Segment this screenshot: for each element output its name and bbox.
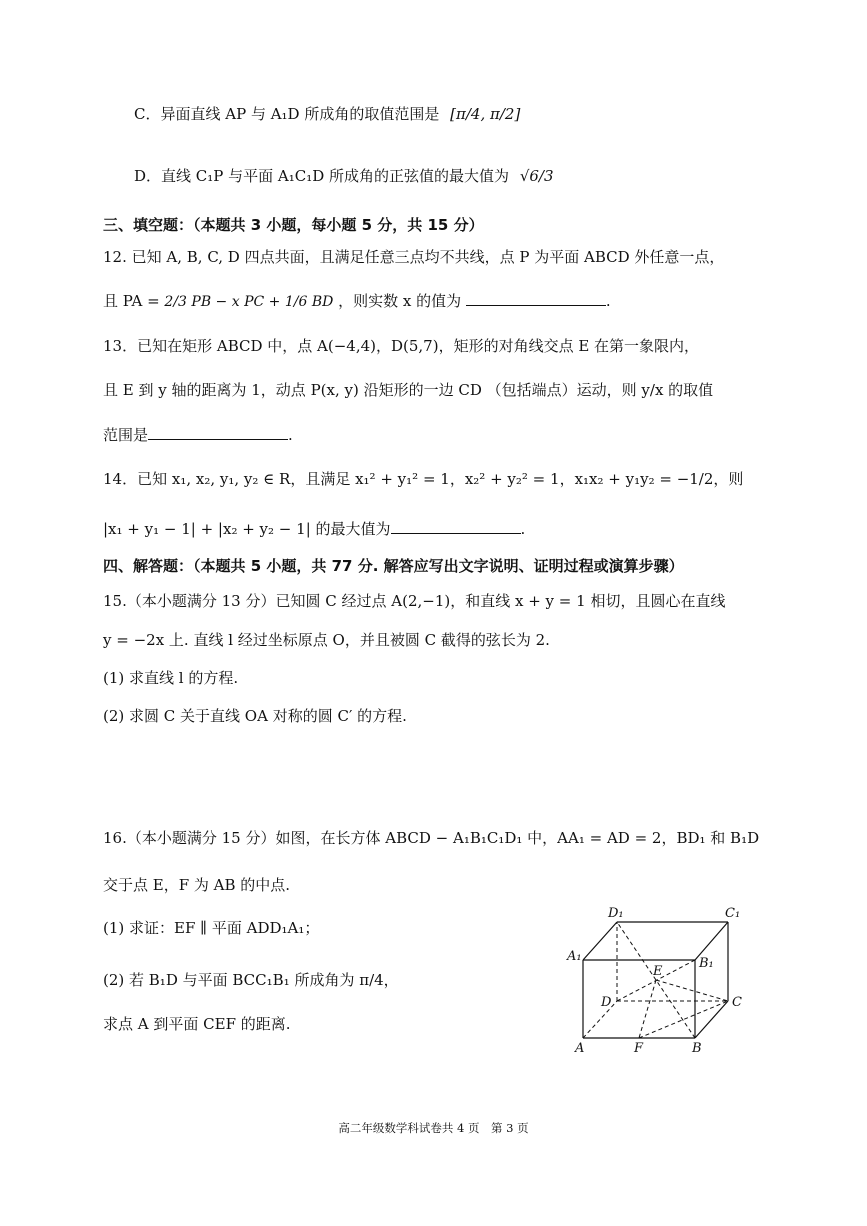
cuboid-figure <box>565 905 765 1055</box>
q12-suffix: ，则实数 x 的值为 <box>338 292 462 310</box>
edge-b-c <box>695 1001 728 1038</box>
section3-heading: 三、填空题：（本题共 3 小题，每小题 5 分，共 15 分） <box>103 216 484 234</box>
segment-e-f <box>639 980 656 1038</box>
q12-answer-blank[interactable] <box>466 291 606 306</box>
q12-prefix: 且 PA = <box>103 292 165 310</box>
q11-option-d-value: √6/3 <box>519 167 554 185</box>
q14-line1: 14．已知 x₁, x₂, y₁, y₂ ∈ R，且满足 x₁² + y₁² = 1，x₂² + y₂² = 1，x₁x₂ + y₁y₂ = −1/2，则 <box>103 470 744 488</box>
q13-line3-text: 范围是 <box>103 426 149 444</box>
q14-line2-text: |x₁ + y₁ − 1| + |x₂ + y₂ − 1| 的最大值为 <box>103 520 391 538</box>
q11-option-c-text: C．异面直线 AP 与 A₁D 所成角的取值范围是 <box>134 105 440 123</box>
edge-a1-d1 <box>583 922 617 960</box>
segment-f-c <box>639 1001 728 1038</box>
q15-part2: (2) 求圆 C 关于直线 OA 对称的圆 C′ 的方程. <box>103 707 407 725</box>
label-c1: C₁ <box>725 906 741 921</box>
q15-line2: y = −2x 上. 直线 l 经过坐标原点 O，并且被圆 C 截得的弦长为 2. <box>103 631 550 649</box>
label-a: A <box>575 1041 585 1055</box>
q16-part2b: 求点 A 到平面 CEF 的距离. <box>103 1015 291 1033</box>
edge-a-d <box>583 1001 617 1038</box>
label-e: E <box>653 964 663 979</box>
label-b: B <box>692 1041 702 1055</box>
label-f: F <box>634 1041 644 1055</box>
q16-part1: (1) 求证：EF ∥ 平面 ADD₁A₁； <box>103 919 320 937</box>
q11-option-c-range: [π/4, π/2] <box>450 105 521 123</box>
q11-option-c <box>134 104 520 124</box>
label-b1: B₁ <box>699 956 714 971</box>
label-d: D <box>601 995 612 1010</box>
q15-line1: 15.（本小题满分 13 分）已知圆 C 经过点 A(2,−1)，和直线 x + y = 1 相切，且圆心在直线 <box>103 592 726 610</box>
q11-option-d-text: D．直线 C₁P 与平面 A₁C₁D 所成角的正弦值的最大值为 <box>134 167 510 185</box>
q11-option-d <box>134 166 554 186</box>
q13-line2: 且 E 到 y 轴的距离为 1，动点 P(x, y) 沿矩形的一边 CD （包括端点）运动，则 y/x 的取值 <box>103 381 714 399</box>
q13-line3 <box>103 425 293 445</box>
section4-heading: 四、解答题：（本题共 5 小题，共 77 分. 解答应写出文字说明、证明过程或演算步骤） <box>103 557 684 575</box>
label-d1: D₁ <box>608 906 624 921</box>
segment-e-c <box>656 980 728 1001</box>
q16-line2: 交于点 E，F 为 AB 的中点. <box>103 876 291 894</box>
edge-b1-c1 <box>695 922 728 960</box>
q14-answer-blank[interactable] <box>391 519 521 534</box>
q12-end: . <box>605 292 611 310</box>
q12-line1: 12. 已知 A, B, C, D 四点共面，且满足任意三点均不共线，点 P 为平面 ABCD 外任意一点， <box>103 248 725 266</box>
q16-line1: 16.（本小题满分 15 分）如图，在长方体 ABCD − A₁B₁C₁D₁ 中，AA₁ = AD = 2，BD₁ 和 B₁D <box>103 829 760 847</box>
page-footer: 高二年级数学科试卷共 4 页 第 3 页 <box>338 1121 529 1135</box>
q15-part1: (1) 求直线 l 的方程. <box>103 669 239 687</box>
label-c: C <box>732 995 742 1010</box>
q13-line1: 13．已知在矩形 ABCD 中，点 A(−4,4)，D(5,7)，矩形的对角线交点 E 在第一象限内， <box>103 337 700 355</box>
q16-part2: (2) 若 B₁D 与平面 BCC₁B₁ 所成角为 π/4， <box>103 971 399 989</box>
q14-end: . <box>520 520 526 538</box>
q12-vector-expression: 2/3 PB − x PC + 1/6 BD <box>164 294 334 310</box>
label-a1: A₁ <box>567 949 582 964</box>
q13-answer-blank[interactable] <box>148 425 288 440</box>
q13-end: . <box>288 426 293 444</box>
q14-line2 <box>103 519 525 539</box>
q12-line2 <box>103 291 611 312</box>
